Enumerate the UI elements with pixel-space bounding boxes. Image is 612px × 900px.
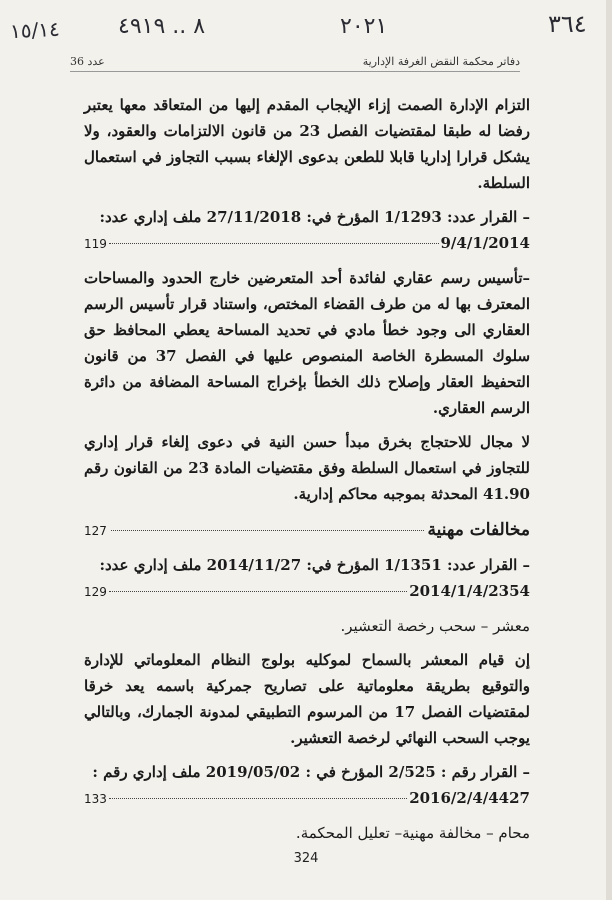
page-content [84,92,530,854]
file-number-1: 9/4/1/2014 [440,234,530,252]
toc-page-2: 129 [84,585,107,599]
summary-paragraph-2: –تأسيس رسم عقاري لفائدة أحد المتعرضين خارج الحدود والمساحات المعترف بها له من طرف القضاء المختص، واستناد قرار تأسيس الرسم العقاري الى وجود خطأ مادي في تحديد المساحة يعطي المحافظ حق سلوك المسطرة الخاصة المنصوص عليها في الفصل 37 من قانون التحفيظ العقار وإصلاح ذلك الخطأ بإخراج المساحة المضافة من دائرة الرسم العقاري. [84,269,531,417]
toc-entry-3 [84,785,530,812]
handwritten-reference: ٨ .. ٤٩١٩ [118,14,206,39]
toc-page-3: 133 [84,792,107,806]
leader-dots [111,530,424,531]
section-page: 127 [84,524,107,538]
topic-line-2: محام – مخالفة مهنية– تعليل المحكمة. [295,824,530,842]
toc-page-1: 119 [84,237,107,251]
topic-line-1: معشر – سحب رخصة التعشير. [340,617,530,635]
decision-line-3: – القرار رقم : 2/525 المؤرخ في : 2019/05/02 ملف إداري رقم : [92,763,530,781]
page-number: 324 [293,851,319,866]
file-number-2: 2014/1/4/2354 [409,582,530,600]
toc-entry-1 [84,230,530,257]
leader-dots [109,798,407,799]
leader-dots [109,591,407,592]
leader-dots [109,243,439,244]
running-head-title: دفاتر محكمة النقض الغرفة الإدارية [362,55,520,68]
decision-line-2: – القرار عدد: 1/1351 المؤرخ في: 2014/11/27 ملف إداري عدد: [99,556,530,574]
decision-line-1: – القرار عدد: 1/1293 المؤرخ في: 27/11/2018 ملف إداري عدد: [99,208,530,226]
handwritten-note-left: ١٥/١٤ [9,16,61,44]
handwritten-year: ٢٠٢١ [340,14,388,39]
summary-paragraph-3: لا مجال للاحتجاج بخرق مبدأ حسن النية في دعوى إلغاء قرار إداري للتجاوز في استعمال السلطة وفق مقتضيات المادة 23 من القانون رقم 41.90 المحدثة بموجبه محاكم إدارية. [84,433,531,503]
running-head-issue: عدد 36 [70,55,105,68]
page-edge [606,0,612,900]
section-title: مخالفات مهنية [427,520,530,540]
toc-entry-2 [84,578,530,605]
running-header [70,55,520,72]
handwritten-page-number: ٣٦٤ [548,10,587,38]
summary-paragraph-1: التزام الإدارة الصمت إزاء الإيجاب المقدم إليها من المتعاقد معها يعتبر رفضا له طبقا لمقتضيات الفصل 23 من قانون الالتزامات والعقود، ولا يشكل قرارا إداريا قابلا للطعن بدعوى الإلغاء بسبب التجاوز في استعمال السلطة. [84,96,530,192]
summary-paragraph-4: إن قيام المعشر بالسماح لموكليه بولوج النظام المعلوماتي للإدارة والتوقيع بطريقة معلوماتية على تصاريح جمركية باسمه يعد خرقا لمقتضيات الفصل 17 من المرسوم التطبيقي لمدونة الجمارك، وبالتالي يوجب السحب النهائي لرخصة التعشير. [84,651,530,747]
section-heading [84,517,530,544]
file-number-3: 2016/2/4/4427 [409,789,530,807]
